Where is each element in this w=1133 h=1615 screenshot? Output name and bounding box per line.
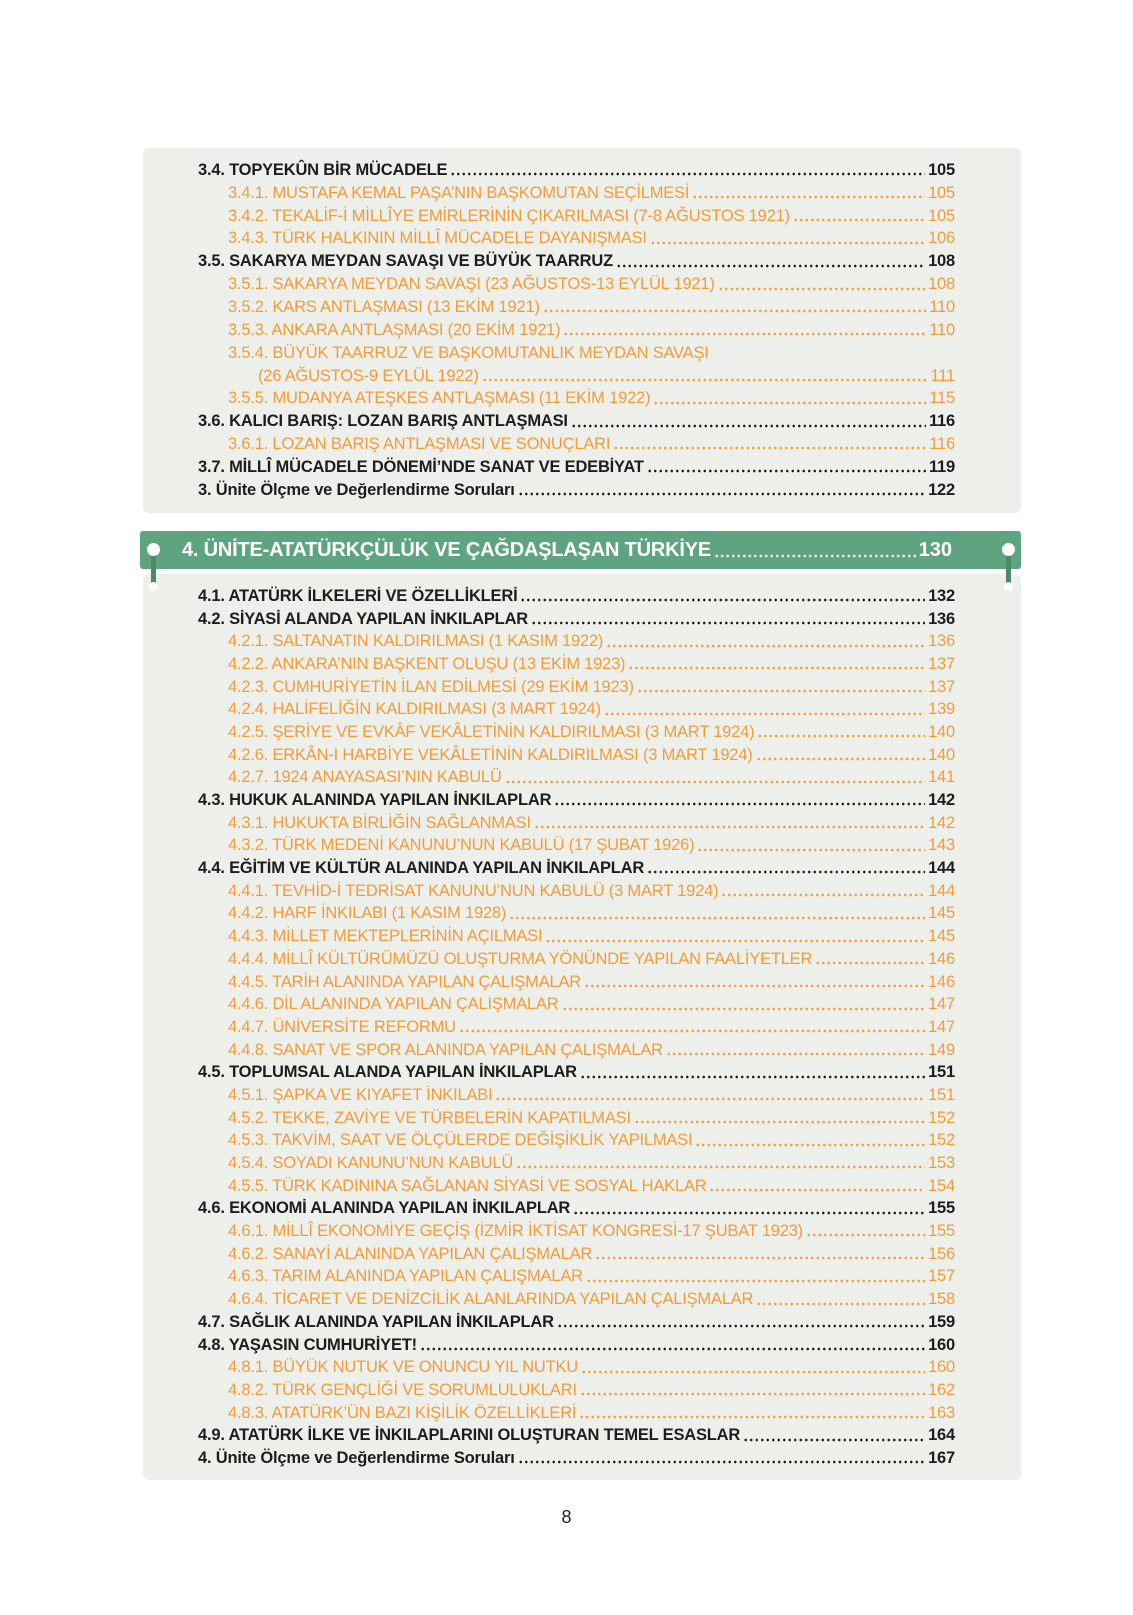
toc-entry-label: 4.2.2. ANKARA’NIN BAŞKENT OLUŞU (13 EKİM 1923) [228, 654, 626, 673]
toc-entry-label: 4.8.3. ATATÜRK’ÜN BAZI KİŞİLİK ÖZELLİKLERİ [228, 1403, 577, 1422]
toc-entry-page: 155 [928, 1199, 955, 1218]
dot-leader [545, 925, 925, 948]
toc-entry-page: 108 [928, 275, 955, 294]
dot-leader [616, 250, 925, 273]
toc-entry-label: 4.7. SAĞLIK ALANINDA YAPILAN İNKILAPLAR [198, 1312, 554, 1331]
toc-entry [198, 835, 955, 858]
toc-entry-label: 4.6. EKONOMİ ALANINDA YAPILAN İNKILAPLAR [198, 1199, 571, 1218]
toc-entry-page: 154 [928, 1176, 955, 1195]
toc-entry-label: 3.5.3. ANKARA ANTLAŞMASI (20 EKİM 1921) [228, 320, 561, 339]
toc-entry [198, 789, 955, 812]
dot-leader [743, 1424, 925, 1447]
dot-leader [695, 1130, 925, 1153]
dot-leader [534, 812, 925, 835]
toc-entry [198, 228, 955, 251]
toc-entry-label: 4.3. HUKUK ALANINDA YAPILAN İNKILAPLAR [198, 791, 552, 810]
toc-entry [198, 433, 955, 456]
toc-entry-page: 152 [928, 1131, 955, 1150]
toc-entry-page: 145 [928, 927, 955, 946]
toc-entry-label: 4.2.6. ERKÂN-I HARBİYE VEKÂLETİNİN KALDIRILMASI (3 MART 1924) [228, 745, 753, 764]
unit3-toc-box [143, 148, 1021, 513]
toc-entry [198, 182, 955, 205]
toc-entry-page: 162 [928, 1380, 955, 1399]
toc-entry-page: 167 [928, 1448, 955, 1467]
toc-entry-label: (26 AĞUSTOS-9 EYLÜL 1922) [258, 366, 479, 385]
toc-entry [198, 1061, 955, 1084]
toc-entry [198, 479, 955, 502]
dot-leader [586, 1266, 925, 1289]
dot-leader [613, 433, 926, 456]
dot-leader [666, 1039, 925, 1062]
dot-leader [815, 948, 925, 971]
toc-entry [198, 456, 955, 479]
toc-entry-page: 147 [928, 995, 955, 1014]
dot-leader [579, 1402, 925, 1425]
dot-leader [554, 789, 925, 812]
dot-leader [482, 365, 928, 388]
toc-entry-label: 4.4.6. DİL ALANINDA YAPILAN ÇALIŞMALAR [228, 995, 559, 1014]
toc-entry [198, 857, 955, 880]
toc-entry [198, 1220, 955, 1243]
dot-leader [647, 857, 925, 880]
toc-entry-label: 4.2.1. SALTANATIN KALDIRILMASI (1 KASIM 1922) [228, 632, 604, 651]
dot-leader [692, 182, 925, 205]
toc-entry [198, 1288, 955, 1311]
toc-entry-page: 160 [928, 1358, 955, 1377]
dot-leader [628, 653, 925, 676]
toc-entry [198, 1198, 955, 1221]
toc-entry-page: 136 [928, 609, 955, 628]
toc-entry [198, 1107, 955, 1130]
pushpin-head [1002, 543, 1015, 556]
dot-leader [709, 1175, 925, 1198]
toc-entry-page: 156 [928, 1244, 955, 1263]
toc-entry-label: 4.4.8. SANAT VE SPOR ALANINDA YAPILAN ÇALIŞMALAR [228, 1040, 663, 1059]
dot-leader [793, 205, 925, 228]
toc-entry-label: 4.5.5. TÜRK KADININA SAĞLANAN SİYASİ VE SOSYAL HAKLAR [228, 1176, 707, 1195]
toc-entry-label: 3.5.1. SAKARYA MEYDAN SAVAŞI (23 AĞUSTOS-13 EYLÜL 1921) [228, 275, 715, 294]
toc-entry-label: 3.6.1. LOZAN BARIŞ ANTLAŞMASI VE SONUÇLARI [228, 435, 611, 454]
toc-entry [198, 630, 955, 653]
toc-entry-label: 4.2.5. ŞERİYE VE EVKÂF VEKÂLETİNİN KALDIRILMASI (3 MART 1924) [228, 722, 755, 741]
toc-entry [198, 342, 955, 365]
toc-entry-label: 3.5.5. MUDANYA ATEŞKES ANTLAŞMASI (11 EKİM 1922) [228, 389, 651, 408]
dot-leader [653, 387, 926, 410]
toc-entry-label: 4.3.2. TÜRK MEDENİ KANUNU’NUN KABULÜ (17 ŞUBAT 1926) [228, 836, 695, 855]
toc-entry-label: 4.4.5. TARİH ALANINDA YAPILAN ÇALIŞMALAR [228, 972, 582, 991]
toc-entry-page: 119 [928, 457, 955, 476]
toc-entry [198, 1266, 955, 1289]
toc-entry [198, 676, 955, 699]
toc-entry-page: 106 [928, 229, 955, 248]
toc-entry [198, 410, 955, 433]
dot-leader [495, 1084, 925, 1107]
toc-entry-label: 3.4. TOPYEKÛN BİR MÜCADELE [198, 160, 448, 179]
toc-entry-page: 160 [928, 1335, 955, 1354]
toc-entry [198, 1243, 955, 1266]
toc-entry-label: 4.4. EĞİTİM VE KÜLTÜR ALANINDA YAPILAN İNKILAPLAR [198, 859, 645, 878]
dot-leader [459, 1016, 925, 1039]
toc-entry-page: 144 [928, 881, 955, 900]
toc-entry-page: 139 [928, 700, 955, 719]
dot-leader [573, 1198, 925, 1221]
unit4-banner [140, 531, 1021, 569]
dot-leader [450, 159, 925, 182]
toc-entry-page: 140 [928, 745, 955, 764]
toc-entry [198, 1084, 955, 1107]
toc-entry [198, 903, 955, 926]
dot-leader [580, 1061, 925, 1084]
dot-leader [518, 479, 925, 502]
toc-entry-label: 4.4.7. ÜNİVERSİTE REFORMU [228, 1017, 456, 1036]
toc-entry-label: 4.8.2. TÜRK GENÇLİĞİ VE SORUMLULUKLARI [228, 1380, 577, 1399]
dot-leader [520, 585, 925, 608]
toc-entry [198, 273, 955, 296]
page-number: 8 [561, 1507, 572, 1527]
toc-entry [198, 365, 955, 388]
toc-entry-page: 152 [928, 1108, 955, 1127]
toc-entry-label: 4.5.2. TEKKE, ZAVİYE VE TÜRBELERİN KAPATILMASI [228, 1108, 631, 1127]
toc-entry-page: 163 [928, 1403, 955, 1422]
toc-entry-label: 4.6.4. TİCARET VE DENİZCİLİK ALANLARINDA YAPILAN ÇALIŞMALAR [228, 1290, 754, 1309]
dot-leader [516, 1152, 925, 1175]
toc-entry-label: 3.5. SAKARYA MEYDAN SAVAŞI VE BÜYÜK TAARRUZ [198, 252, 613, 271]
toc-entry [198, 971, 955, 994]
toc-entry-label: 4.8.1. BÜYÜK NUTUK VE ONUNCU YIL NUTKU [228, 1358, 578, 1377]
toc-entry-page: 110 [929, 320, 955, 339]
toc-entry [198, 653, 955, 676]
toc-entry-label: 4.4.2. HARF İNKILABI (1 KASIM 1928) [228, 904, 507, 923]
toc-entry-page: 105 [928, 206, 955, 225]
toc-entry [198, 812, 955, 835]
pushpin-icon [1002, 531, 1015, 569]
toc-entry-page: 164 [928, 1426, 955, 1445]
toc-entry-label: 3.5.2. KARS ANTLAŞMASI (13 EKİM 1921) [228, 297, 540, 316]
toc-entry-label: 4.5.3. TAKVİM, SAAT VE ÖLÇÜLERDE DEĞİŞİKLİK YAPILMASI [228, 1131, 693, 1150]
toc-entry-page: 116 [928, 412, 955, 431]
toc-entry-page: 143 [928, 836, 955, 855]
toc-entry-label: 3. Ünite Ölçme ve Değerlendirme Soruları [198, 480, 515, 499]
dot-leader [580, 1379, 925, 1402]
toc-entry-label: 3.4.2. TEKALİF-İ MİLLÎYE EMİRLERİNİN ÇIKARILMASI (7-8 AĞUSTOS 1921) [228, 206, 790, 225]
toc-entry [198, 1402, 955, 1425]
toc-entry-label: 4.3.1. HUKUKTA BİRLİĞİN SAĞLANMASI [228, 813, 531, 832]
dot-leader [420, 1334, 925, 1357]
unit4-banner-page: 130 [918, 538, 952, 561]
toc-entry [198, 1039, 955, 1062]
toc-entry-page: 142 [928, 813, 955, 832]
toc-entry [198, 250, 955, 273]
toc-entry [198, 159, 955, 182]
toc-entry-label: 4.6.2. SANAYİ ALANINDA YAPILAN ÇALIŞMALAR [228, 1244, 593, 1263]
toc-entry-label: 4.2. SİYASİ ALANDA YAPILAN İNKILAPLAR [198, 609, 528, 628]
dot-leader [543, 296, 927, 319]
toc-entry [198, 1334, 955, 1357]
toc-entry-page: 144 [928, 859, 955, 878]
toc-entry-label: 3.7. MİLLÎ MÜCADELE DÖNEMİ’NDE SANAT VE EDEBİYAT [198, 457, 644, 476]
toc-entry [198, 1130, 955, 1153]
dot-leader [531, 608, 925, 631]
dot-leader [721, 880, 925, 903]
dot-leader [634, 1107, 925, 1130]
toc-entry-label: 4.9. ATATÜRK İLKE VE İNKILAPLARINI OLUŞTURAN TEMEL ESASLAR [198, 1426, 741, 1445]
toc-entry-page: 157 [928, 1267, 955, 1286]
dot-leader [595, 1243, 925, 1266]
dot-leader [806, 1220, 925, 1243]
toc-entry-label: 4.5.1. ŞAPKA VE KIYAFET İNKILABI [228, 1085, 493, 1104]
dot-leader [509, 903, 925, 926]
dot-leader [557, 1311, 925, 1334]
toc-entry-label: 4.4.4. MİLLÎ KÜLTÜRÜMÜZÜ OLUŞTURMA YÖNÜNDE YAPILAN FAALİYETLER [228, 949, 813, 968]
toc-entry-label: 4.2.3. CUMHURİYETİN İLAN EDİLMESİ (29 EKİM 1923) [228, 677, 634, 696]
toc-entry [198, 1311, 955, 1334]
toc-entry-page: 105 [928, 183, 955, 202]
pushpin-tip [1004, 582, 1013, 591]
dot-leader [571, 410, 926, 433]
toc-entry-label: 4.2.7. 1924 ANAYASASI’NIN KABULÜ [228, 768, 502, 787]
toc-entry-page: 142 [928, 791, 955, 810]
pushpin-tip [149, 582, 158, 591]
toc-entry-page: 141 [928, 768, 955, 787]
toc-entry [198, 880, 955, 903]
toc-entry [198, 296, 955, 319]
dot-leader [718, 273, 925, 296]
dot-leader [757, 721, 925, 744]
toc-entry-page: 145 [928, 904, 955, 923]
toc-entry-label: 4.2.4. HALİFELİĞİN KALDIRILMASI (3 MART 1924) [228, 700, 601, 719]
dot-leader [650, 228, 925, 251]
toc-entry [198, 1175, 955, 1198]
toc-entry-page: 158 [928, 1290, 955, 1309]
toc-entry [198, 205, 955, 228]
toc-entry [198, 744, 955, 767]
toc-entry [198, 1152, 955, 1175]
toc-entry [198, 1447, 955, 1470]
toc-entry [198, 721, 955, 744]
pushpin-icon [147, 531, 160, 569]
dot-leader [606, 630, 925, 653]
toc-entry-page: 108 [928, 252, 955, 271]
toc-entry [198, 387, 955, 410]
toc-entry [198, 319, 955, 342]
dot-leader [518, 1447, 925, 1470]
toc-entry [198, 993, 955, 1016]
toc-entry [198, 948, 955, 971]
dot-leader [505, 767, 925, 790]
toc-entry-label: 3.5.4. BÜYÜK TAARRUZ VE BAŞKOMUTANLIK MEYDAN SAVAŞI [228, 343, 709, 362]
toc-entry-page: 136 [928, 632, 955, 651]
toc-entry-page: 140 [928, 722, 955, 741]
toc-entry-label: 3.4.1. MUSTAFA KEMAL PAŞA’NIN BAŞKOMUTAN SEÇİLMESİ [228, 183, 690, 202]
toc-entry-page: 153 [928, 1154, 955, 1173]
toc-entry-page: 147 [928, 1017, 955, 1036]
toc-entry [198, 585, 955, 608]
toc-entry-label: 4.8. YAŞASIN CUMHURİYET! [198, 1335, 417, 1354]
toc-entry [198, 925, 955, 948]
toc-entry-page: 137 [928, 654, 955, 673]
toc-entry-label: 4.4.1. TEVHİD-İ TEDRİSAT KANUNU’NUN KABULÜ (3 MART 1924) [228, 881, 719, 900]
pushpin-head [147, 543, 160, 556]
toc-entry-page: 159 [928, 1312, 955, 1331]
toc-entry-page: 110 [929, 297, 955, 316]
toc-entry-label: 4.5. TOPLUMSAL ALANDA YAPILAN İNKILAPLAR [198, 1063, 577, 1082]
toc-entry [198, 1356, 955, 1379]
toc-entry-page: 116 [929, 435, 955, 454]
toc-entry [198, 1016, 955, 1039]
dot-leader [604, 698, 925, 721]
toc-entry-page: 151 [928, 1085, 955, 1104]
toc-entry-page: 122 [928, 480, 955, 499]
dot-leader [562, 993, 926, 1016]
toc-entry-label: 4. Ünite Ölçme ve Değerlendirme Soruları [198, 1448, 515, 1467]
dot-leader [647, 456, 926, 479]
toc-entry-label: 4.4.3. MİLLET MEKTEPLERİNİN AÇILMASI [228, 927, 543, 946]
toc-entry-page: 137 [928, 677, 955, 696]
toc-entry-label: 4.6.3. TARIM ALANINDA YAPILAN ÇALIŞMALAR [228, 1267, 583, 1286]
toc-entry-label: 4.6.1. MİLLÎ EKONOMİYE GEÇİŞ (İZMİR İKTİSAT KONGRESİ-17 ŞUBAT 1923) [228, 1222, 803, 1241]
toc-entry-page: 146 [928, 972, 955, 991]
dot-leader [756, 1288, 925, 1311]
toc-entry-page: 151 [928, 1063, 955, 1082]
toc-entry-page: 105 [928, 160, 955, 179]
toc-entry-label: 3.6. KALICI BARIŞ: LOZAN BARIŞ ANTLAŞMASI [198, 412, 568, 431]
unit4-banner-title: 4. ÜNİTE-ATATÜRKÇÜLÜK VE ÇAĞDAŞLAŞAN TÜRKİYE [182, 538, 711, 561]
dot-leader [637, 676, 925, 699]
toc-entry-label: 3.4.3. TÜRK HALKININ MİLLÎ MÜCADELE DAYANIŞMASI [228, 229, 647, 248]
toc-entry-page: 146 [928, 949, 955, 968]
dot-leader [756, 744, 926, 767]
toc-entry [198, 1379, 955, 1402]
toc-entry [198, 1424, 955, 1447]
unit4-toc-box [143, 574, 1021, 1480]
dot-leader [714, 531, 916, 569]
toc-entry-page: 149 [928, 1040, 955, 1059]
dot-leader [584, 971, 925, 994]
toc-entry-label: 4.1. ATATÜRK İLKELERİ VE ÖZELLİKLERİ [198, 586, 518, 605]
toc-entry-page: 115 [929, 389, 955, 408]
toc-entry-label: 4.5.4. SOYADI KANUNU’NUN KABULÜ [228, 1154, 514, 1173]
toc-entry [198, 698, 955, 721]
dot-leader [697, 835, 925, 858]
toc-entry [198, 608, 955, 631]
toc-entry [198, 767, 955, 790]
toc-entry-page: 155 [928, 1222, 955, 1241]
dot-leader [563, 319, 926, 342]
toc-entry-page: 111 [930, 366, 955, 385]
toc-entry-page: 132 [928, 586, 955, 605]
dot-leader [581, 1356, 925, 1379]
